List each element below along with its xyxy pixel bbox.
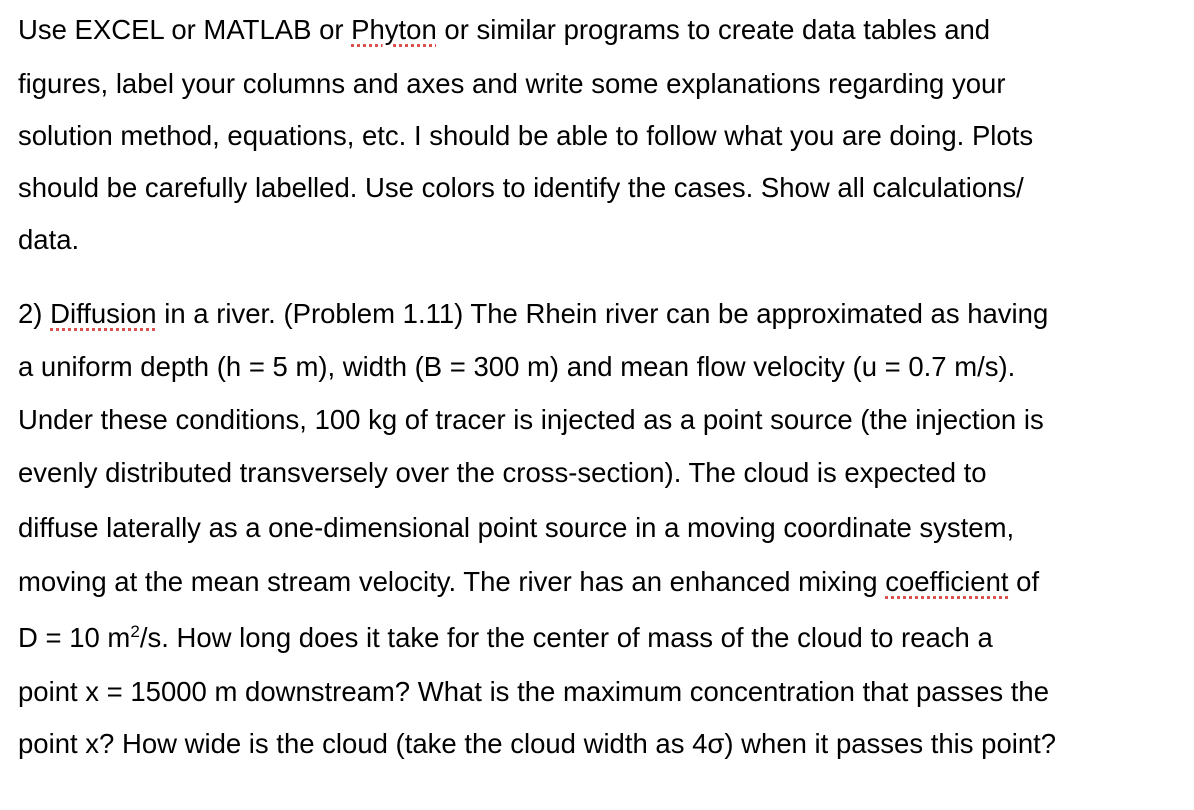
text-segment: of — [1008, 566, 1040, 597]
instructions-line-1 — [18, 16, 990, 44]
text-segment: /s. How long does it take for the center of mass of the cloud to reach a — [139, 622, 993, 654]
problem-line-2: a uniform depth (h = 5 m), width (B = 300 m) and mean flow velocity (u = 0.7 m/s). — [18, 351, 1016, 382]
problem-line-4: evenly distributed transversely over the cross-section). The cloud is expected to — [18, 457, 987, 488]
text-segment: Use EXCEL or MATLAB or — [18, 14, 352, 45]
superscript: 2 — [130, 622, 140, 641]
spellcheck-flagged-word[interactable]: coefficient — [885, 566, 1009, 597]
problem-line-7 — [18, 623, 993, 652]
problem-line-3: Under these conditions, 100 kg of tracer is injected as a point source (the injection is — [18, 404, 1044, 435]
problem-line-1 — [18, 300, 1048, 328]
instructions-line-5: data. — [18, 224, 80, 255]
instructions-line-3: solution method, equations, etc. I should be able to follow what you are doing. Plots — [18, 120, 1034, 151]
text-segment: 2) — [18, 298, 51, 329]
problem-line-5: diffuse laterally as a one-dimensional point source in a moving coordinate system, — [18, 512, 1015, 543]
instructions-line-4: should be carefully labelled. Use colors to identify the cases. Show all calculations/ — [18, 172, 1024, 203]
spellcheck-flagged-word[interactable]: Diffusion — [50, 298, 157, 329]
problem-line-9: point x? How wide is the cloud (take the cloud width as 4σ) when it passes this point? — [18, 728, 1057, 759]
instructions-line-2: figures, label your columns and axes and write some explanations regarding your — [18, 68, 1006, 99]
problem-line-8: point x = 15000 m downstream? What is the maximum concentration that passes the — [18, 676, 1050, 707]
text-segment: or similar programs to create data tables and — [436, 14, 991, 45]
text-segment: D = 10 m — [18, 622, 131, 654]
text-segment: moving at the mean stream velocity. The river has an enhanced mixing — [18, 566, 886, 597]
text-segment: in a river. (Problem 1.11) The Rhein river can be approximated as having — [156, 298, 1049, 329]
problem-line-6 — [18, 568, 1039, 596]
spellcheck-flagged-word[interactable]: Phyton — [351, 14, 437, 45]
